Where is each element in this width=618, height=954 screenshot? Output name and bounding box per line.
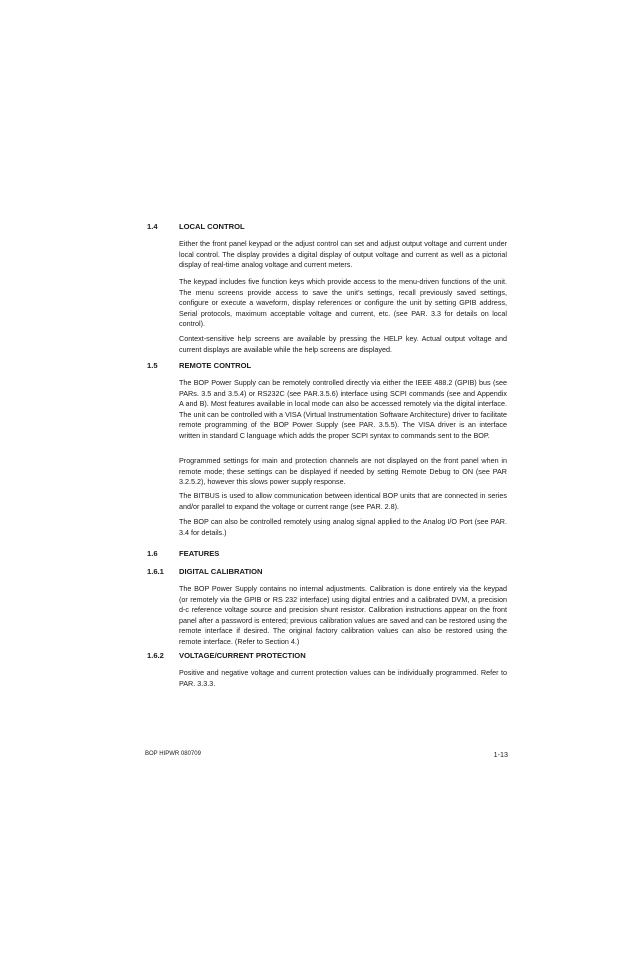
paragraph: The BOP Power Supply can be remotely controlled directly via either the IEEE 488.2 (GPIB) bus (see PARs. 3.5 and 3.5.4) or RS232C (see PAR.3.5.6) interface using SCPI commands (see and Appendix A and B). Most features available in local mode can also be accessed remotely via the digital interface. The unit can be controlled with a VISA (Virtual Instrumentation Software Architecture) driver to facilitate remote programming of the BOP Power Supply (see PAR. 3.5.5). The VISA driver is an interface written in standard C language which adds the proper SCPI syntax to commands sent to the BOP. [179,378,507,440]
section-title: REMOTE CONTROL [179,361,252,370]
paragraph: Either the front panel keypad or the adjust control can set and adjust output voltage and current under local control. The display provides a digital display of output voltage and current as well as a pictorial display of real-time analog voltage and current meters. [179,239,507,270]
paragraph: The BOP Power Supply contains no internal adjustments. Calibration is done entirely via the keypad (or remotely via the GPIB or RS 232 interface) using digital entries and a calibrated DVM, a precision d-c reference voltage source and precision shunt resistor. Calibration instructions appear on the front panel after a password is entered; previous calibration values are saved and can be restored using the remote interface if desired. The original factory calibration values can also be restored using the remote interface. (Refer to Section 4.) [179,584,507,646]
section-title: FEATURES [179,549,220,558]
section-heading-1-6 [147,549,219,559]
paragraph: Context-sensitive help screens are available by pressing the HELP key. Actual output voltage and current displays are available while the help screens are displayed. [179,334,507,354]
section-number: 1.6 [147,549,158,558]
paragraph: Programmed settings for main and protection channels are not displayed on the front panel when in remote mode; these settings can be displayed if needed by setting Remote Debug to ON (see PAR 3.2.5.2), however this slows power supply response. [179,456,507,487]
section-number: 1.6.1 [147,567,164,576]
paragraph: The BOP can also be controlled remotely using analog signal applied to the Analog I/O Port (see PAR. 3.4 for details.) [179,517,507,537]
section-heading-1-4 [147,222,245,232]
section-number: 1.5 [147,361,158,370]
paragraph: The BITBUS is used to allow communication between identical BOP units that are connected in series and/or parallel to expand the voltage or current range (see PAR. 2.8). [179,491,507,511]
paragraph: The keypad includes five function keys which provide access to the menu-driven functions of the unit. The menu screens provide access to save the unit’s settings, recall previously saved settings, configure or execute a waveform, display references or configure the unit by setting GPIB address, Serial protocols, maximum acceptable voltage and current, etc. (see PAR. 3.3 for details on local control). [179,277,507,329]
section-heading-1-6-1 [147,567,263,577]
footer-document-id: BOP HIPWR 080709 [145,751,201,757]
paragraph: Positive and negative voltage and current protection values can be individually programmed. Refer to PAR. 3.3.3. [179,668,507,688]
section-number: 1.6.2 [147,651,164,660]
section-heading-1-5 [147,361,251,371]
section-number: 1.4 [147,222,158,231]
footer-page-number: 1-13 [493,750,508,759]
section-title: LOCAL CONTROL [179,222,245,231]
section-heading-1-6-2 [147,651,306,661]
section-title: VOLTAGE/CURRENT PROTECTION [179,651,306,660]
section-title: DIGITAL CALIBRATION [179,567,263,576]
